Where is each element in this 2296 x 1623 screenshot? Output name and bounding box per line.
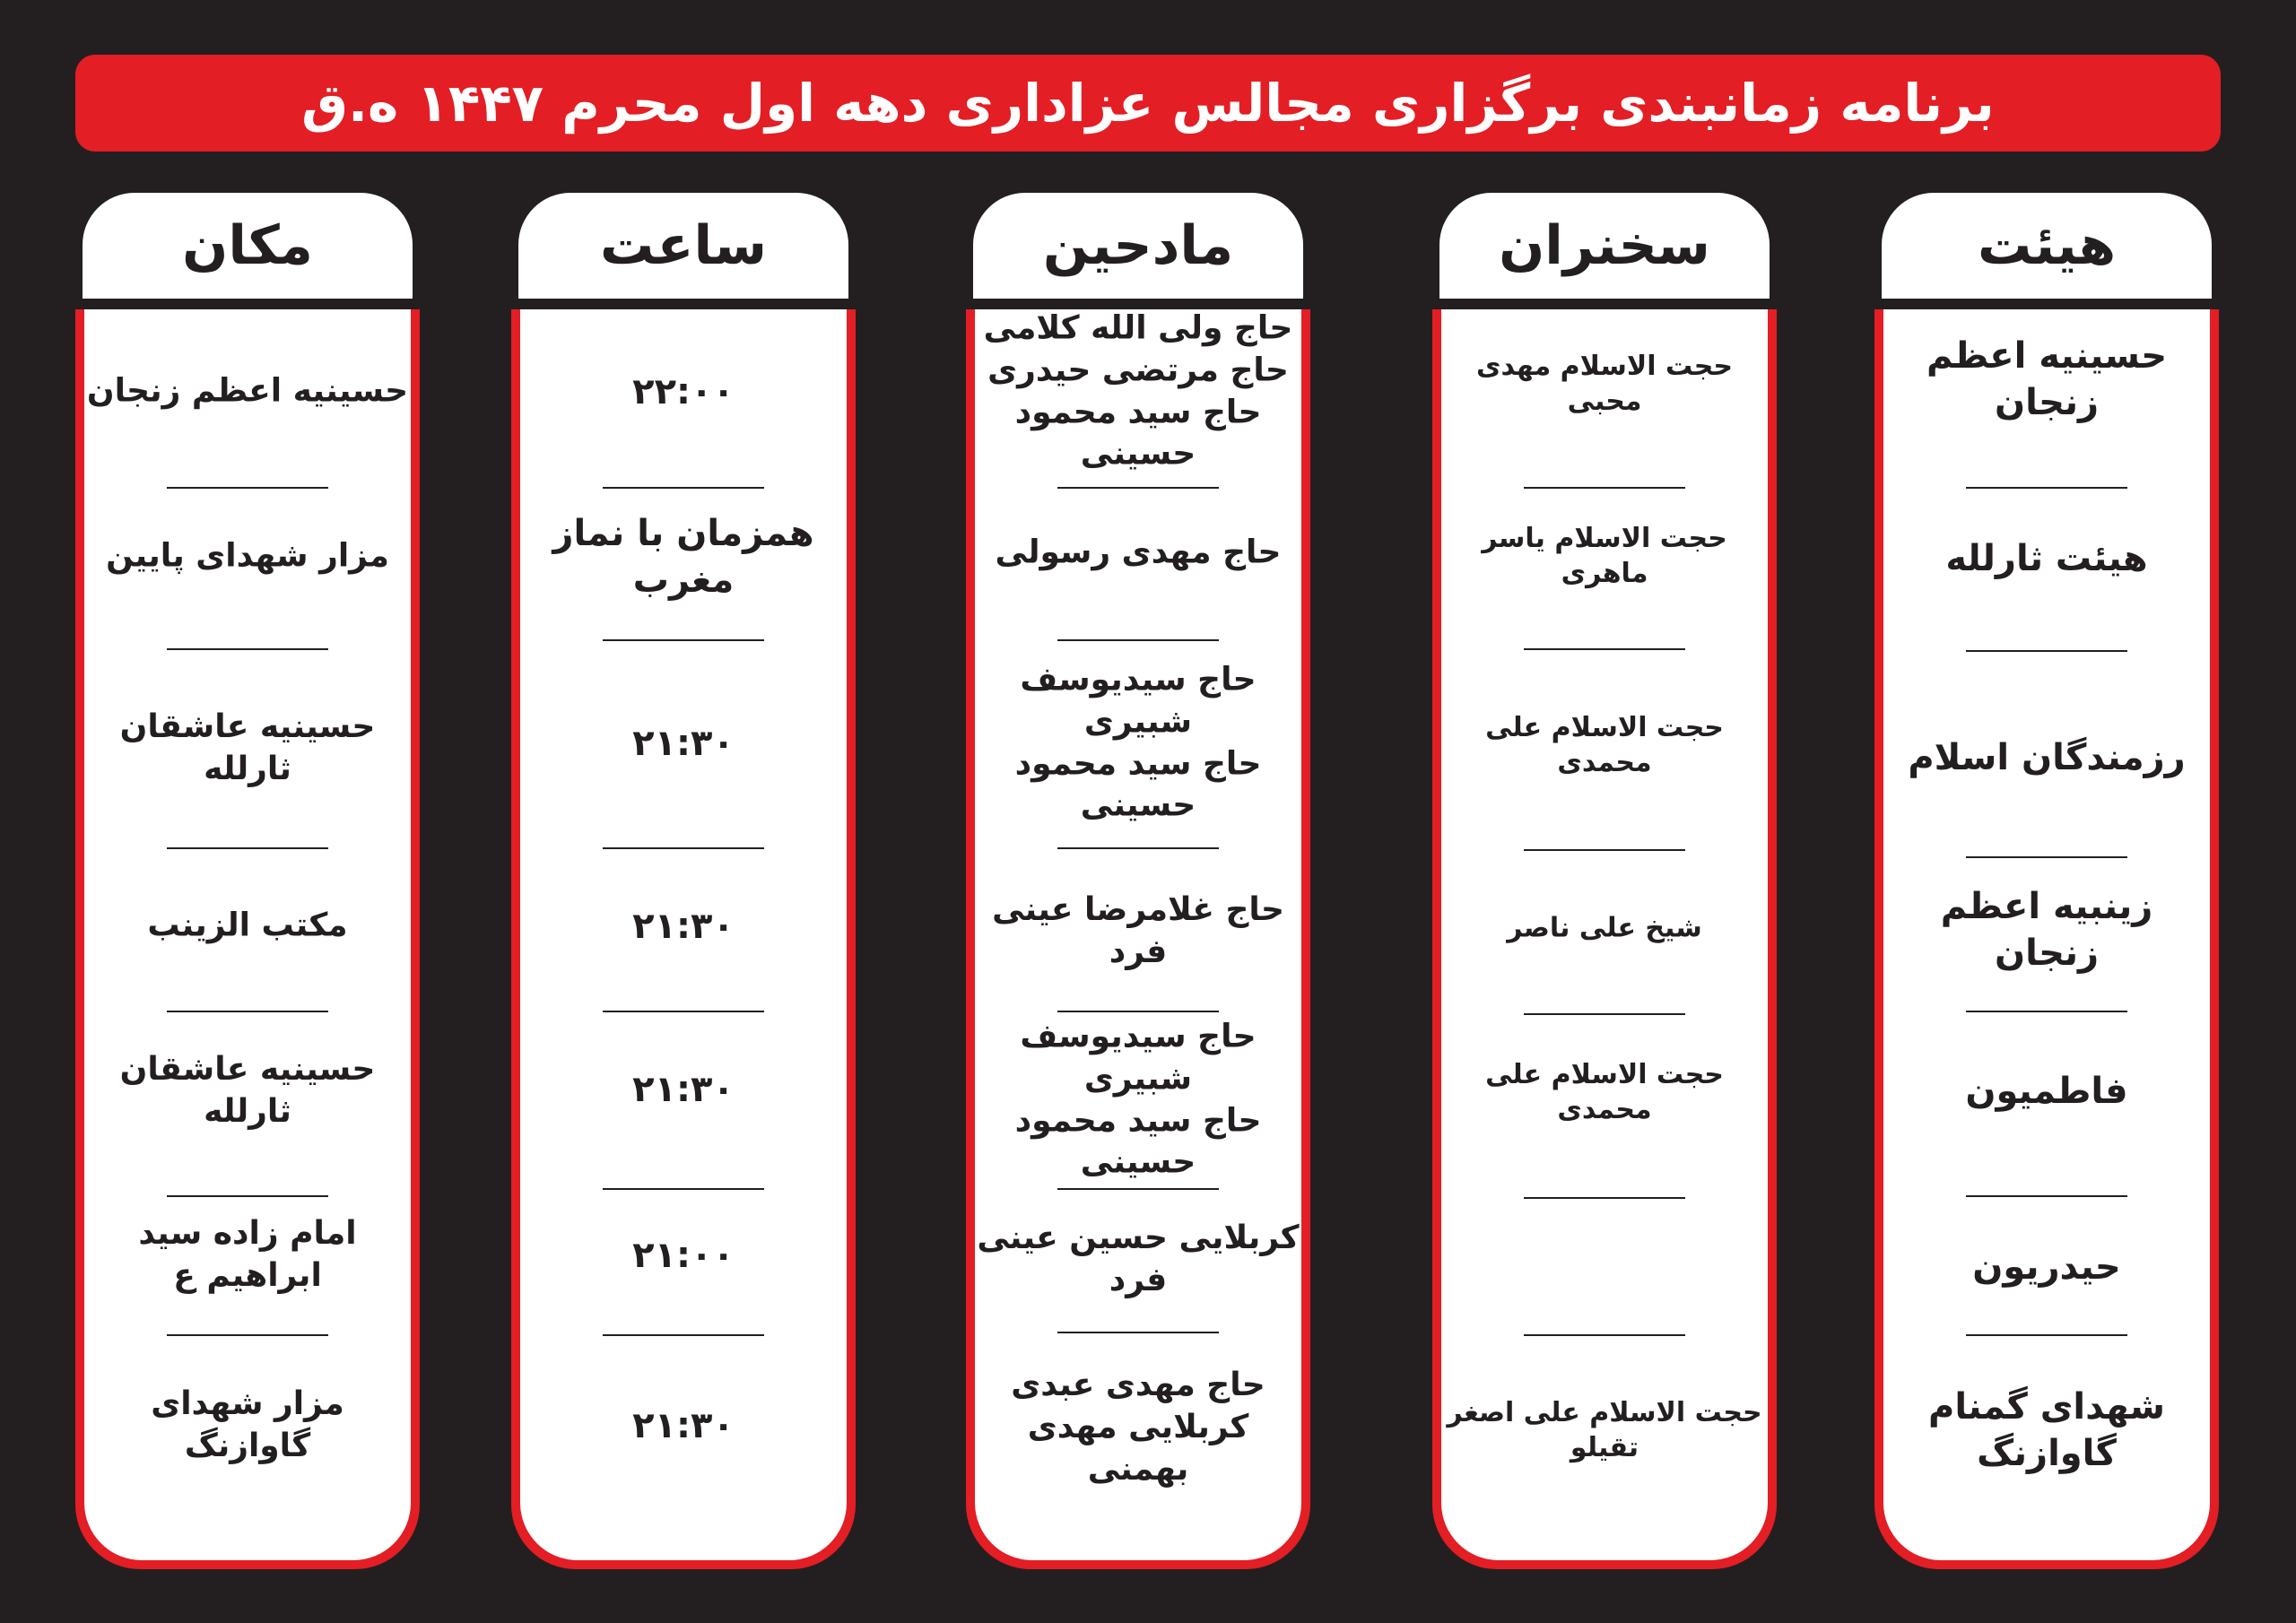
column-heyat [1874,193,2219,1569]
table-cell [975,308,1301,475]
cell-line: ۲۱:۳۰ [632,906,735,947]
cell-line: امام زاده سید ابراهیم ع [138,1215,357,1294]
row-divider [1966,650,2127,652]
column-makan [75,193,420,1569]
cell-line: فاطمیون [1965,1071,2128,1112]
table-cell [84,906,411,948]
table-cell [1441,349,1768,419]
cell-line: حاج مهدی رسولی [995,534,1282,571]
row-divider [167,1195,328,1197]
cell-line: حاج ولی الله کلامی [983,309,1293,347]
row-divider [603,1334,764,1336]
row-divider [1966,1011,2127,1012]
column-sokhanran [1432,193,1777,1569]
cell-line: هیئت ثارلله [1945,538,2148,579]
column-header: مادحین [973,193,1303,299]
table-cell [84,1213,411,1298]
table-cell [975,1365,1301,1490]
table-cell [1883,1068,2210,1115]
column-frame [75,309,420,1569]
table-cell [975,890,1301,974]
row-divider [1057,487,1219,489]
row-divider [167,648,328,650]
row-divider [603,847,764,849]
row-divider [603,487,764,489]
cell-line: ۲۱:۰۰ [632,1235,735,1276]
row-divider [1057,847,1219,849]
row-divider [603,639,764,641]
cell-line: حاج سید محمود حسینی [1014,745,1262,824]
cell-line: حجت الاسلام یاسر ماهری [1482,523,1727,589]
table-cell [1441,1395,1768,1465]
table-cell [1883,883,2210,976]
table-cell [1883,535,2210,582]
row-divider [167,1334,328,1336]
row-divider [1966,1195,2127,1197]
column-frame [1874,309,2219,1569]
cell-line: حجت الاسلام مهدی محبی [1476,351,1733,417]
cell-line: حاج سید محمود حسینی [1014,1102,1262,1181]
cell-line: رزمندگان اسلام [1908,737,2186,778]
table-cell [1441,911,1768,946]
table-cell [975,1016,1301,1184]
row-divider [1057,1332,1219,1333]
column-panel [975,309,1301,1560]
row-divider [1057,1188,1219,1190]
cell-line: حاج سیدیوسف شبیری [1020,1018,1257,1098]
cell-line: شهدای گمنام گاوازنگ [1928,1386,2165,1474]
table-cell [84,371,411,413]
row-divider [167,847,328,849]
row-divider [1524,648,1685,650]
table-cell [520,369,847,415]
column-frame [966,309,1310,1569]
row-divider [1524,1013,1685,1015]
cell-line: همزمان با نماز مغرب [552,513,814,601]
table-cell [520,1066,847,1113]
row-divider [1966,1334,2127,1336]
row-divider [167,1011,328,1012]
row-divider [1966,487,2127,489]
cell-line: حاج غلامرضا عینی فرد [992,891,1284,970]
table-cell [1441,521,1768,591]
column-madehin [966,193,1310,1569]
cell-line: مزار شهدای گاوازنگ [151,1385,344,1464]
cell-line: حاج مهدی عبدی [1011,1366,1265,1403]
page-title: برنامه زمانبندی برگزاری مجالس عزاداری دهه اول محرم ۱۴۴۷ ه.ق [301,73,1995,134]
table-cell [520,1232,847,1279]
cell-line: حسینیه اعظم زنجان [1926,335,2168,423]
table-cell [1883,734,2210,781]
row-divider [1524,487,1685,489]
cell-line: ۲۱:۳۰ [632,723,735,764]
row-divider [603,1188,764,1190]
column-saat [511,193,856,1569]
table-cell [84,707,411,791]
cell-line: ۲۱:۳۰ [632,1069,735,1110]
cell-line: ۲۲:۰۰ [632,371,735,412]
table-cell [520,720,847,767]
column-header: هیئت [1882,193,2212,299]
table-cell [520,903,847,950]
table-cell [520,510,847,603]
row-divider [1524,1334,1685,1336]
row-divider [1524,1197,1685,1199]
row-divider [1057,1011,1219,1012]
column-frame [1432,309,1777,1569]
cell-line: حجت الاسلام علی اصغر تقیلو [1447,1397,1762,1463]
column-header: سخنران [1439,193,1770,299]
row-divider [1524,849,1685,851]
cell-line: حسینیه عاشقان ثارلله [119,1051,376,1130]
row-divider [1057,639,1219,641]
table-cell [84,1384,411,1468]
table-cell [84,1049,411,1133]
column-header: مکان [83,193,413,299]
table-cell [975,1218,1301,1302]
column-header: ساعت [518,193,848,299]
table-cell [1883,333,2210,426]
column-panel [84,309,411,1560]
cell-line: حاج مرتضی حیدری [987,352,1289,389]
row-divider [1966,856,2127,858]
cell-line: حجت الاسلام علی محمدی [1485,1059,1724,1125]
cell-line: کربلایی حسین عینی فرد [977,1219,1300,1298]
title-banner [75,55,2221,152]
table-cell [84,536,411,578]
cell-line: مزار شهدای پایین [106,537,389,575]
cell-line: مکتب الزینب [147,907,348,944]
table-cell [1441,1057,1768,1127]
column-panel [1441,309,1768,1560]
table-cell [1883,1244,2210,1290]
cell-line: کربلایی مهدی بهمنی [1027,1408,1249,1488]
cell-line: حسینیه اعظم زنجان [86,372,409,410]
cell-line: ۲۱:۳۰ [632,1405,735,1446]
column-panel [520,309,847,1560]
cell-line: حجت الاسلام علی محمدی [1485,712,1724,778]
table-cell [1441,710,1768,780]
cell-line: حیدریون [1972,1246,2121,1288]
table-cell [975,659,1301,827]
row-divider [167,487,328,489]
cell-line: زینبیه اعظم زنجان [1940,886,2153,974]
cell-line: حاج سید محمود حسینی [1014,394,1262,473]
column-panel [1883,309,2210,1560]
cell-line: شیخ علی ناصر [1507,912,1702,944]
row-divider [603,1011,764,1012]
table-cell [1883,1384,2210,1477]
cell-line: حاج سیدیوسف شبیری [1020,661,1257,741]
table-cell [975,533,1301,575]
table-cell [520,1402,847,1449]
cell-line: حسینیه عاشقان ثارلله [119,708,376,787]
column-frame [511,309,856,1569]
